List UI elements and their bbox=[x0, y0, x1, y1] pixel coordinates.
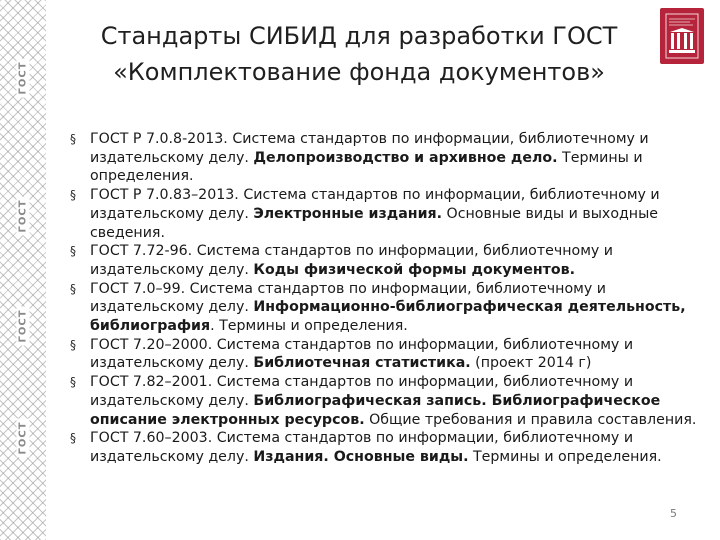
bullet-icon: § bbox=[70, 431, 76, 446]
list-item bbox=[70, 336, 700, 373]
item-code: ГОСТ Р 7.0.8-2013 bbox=[90, 131, 224, 147]
item-tail: . Термины и определения. bbox=[210, 318, 408, 335]
item-description: . Система стандартов по информации, библиотечному и издательскому делу. bbox=[90, 374, 634, 409]
side-label-text: ГОСТ bbox=[17, 196, 30, 235]
bullet-icon: § bbox=[70, 337, 76, 352]
item-emphasis: Издания. Основные виды. bbox=[253, 448, 469, 465]
list-item bbox=[70, 280, 700, 336]
item-emphasis: Информационно-библиографическая деятельность, библиография bbox=[90, 299, 686, 335]
side-label-text: ГОСТ bbox=[17, 306, 30, 345]
item-code: ГОСТ 7.82–2001 bbox=[90, 374, 208, 391]
bullet-icon: § bbox=[70, 375, 76, 390]
item-description: . Система стандартов по информации, библиотечному и издательскому делу. bbox=[90, 187, 660, 222]
bullet-icon: § bbox=[70, 132, 76, 146]
item-tail: Основные виды и выходные сведения. bbox=[90, 205, 659, 241]
list-item bbox=[70, 429, 700, 466]
slide-title bbox=[66, 18, 652, 90]
list-item bbox=[70, 373, 700, 429]
item-description: . Система стандартов по информации, библиотечному и издательскому делу. bbox=[90, 131, 649, 166]
side-label-text: ГОСТ bbox=[17, 418, 30, 457]
logo-graphic bbox=[660, 8, 704, 64]
bullet-icon: § bbox=[70, 281, 76, 296]
item-code: ГОСТ 7.20–2000 bbox=[90, 336, 208, 353]
item-description: . Система стандартов по информации, библиотечному и издательскому делу. bbox=[90, 430, 634, 465]
item-tail: Общие требования и правила составления. bbox=[364, 411, 697, 428]
item-code: ГОСТ 7.60–2003 bbox=[90, 430, 208, 447]
item-description: . Система стандартов по информации, библиотечному и издательскому делу. bbox=[90, 336, 634, 372]
item-code: ГОСТ 7.72-96 bbox=[90, 243, 188, 260]
item-emphasis: Делопроизводство и архивное дело. bbox=[253, 149, 558, 166]
slide-title-line1: Стандарты СИБИД для разработки ГОСТ bbox=[100, 22, 618, 50]
item-emphasis: Электронные издания. bbox=[253, 205, 443, 222]
item-description: . Система стандартов по информации, библиотечному и издательскому делу. bbox=[90, 280, 606, 316]
standards-list bbox=[70, 130, 700, 467]
item-code: ГОСТ Р 7.0.83–2013 bbox=[90, 187, 235, 204]
item-code: ГОСТ 7.0–99 bbox=[90, 280, 181, 297]
side-pattern-band bbox=[0, 0, 46, 540]
bullet-icon: § bbox=[70, 244, 76, 259]
list-item bbox=[70, 242, 700, 279]
side-label-text: ГОСТ bbox=[17, 58, 30, 97]
item-tail: (проект 2014 г) bbox=[470, 355, 592, 372]
slide-title-line2: «Комплектование фонда документов» bbox=[113, 58, 605, 86]
item-tail: Термины и определения. bbox=[468, 448, 662, 465]
item-emphasis: Коды физической формы документов. bbox=[253, 261, 575, 278]
item-tail: Термины и определения. bbox=[90, 149, 643, 185]
list-item bbox=[70, 130, 700, 186]
list-item bbox=[70, 186, 700, 242]
item-emphasis: Библиотечная статистика. bbox=[253, 355, 471, 372]
building-columns-logo bbox=[660, 8, 704, 64]
page-number: 5 bbox=[670, 507, 677, 520]
item-emphasis: Библиографическая запись. Библиографическое описание электронных ресурсов. bbox=[90, 392, 661, 428]
item-description: . Система стандартов по информации, библиотечному и издательскому делу. bbox=[90, 243, 614, 278]
bullet-icon: § bbox=[70, 188, 76, 203]
